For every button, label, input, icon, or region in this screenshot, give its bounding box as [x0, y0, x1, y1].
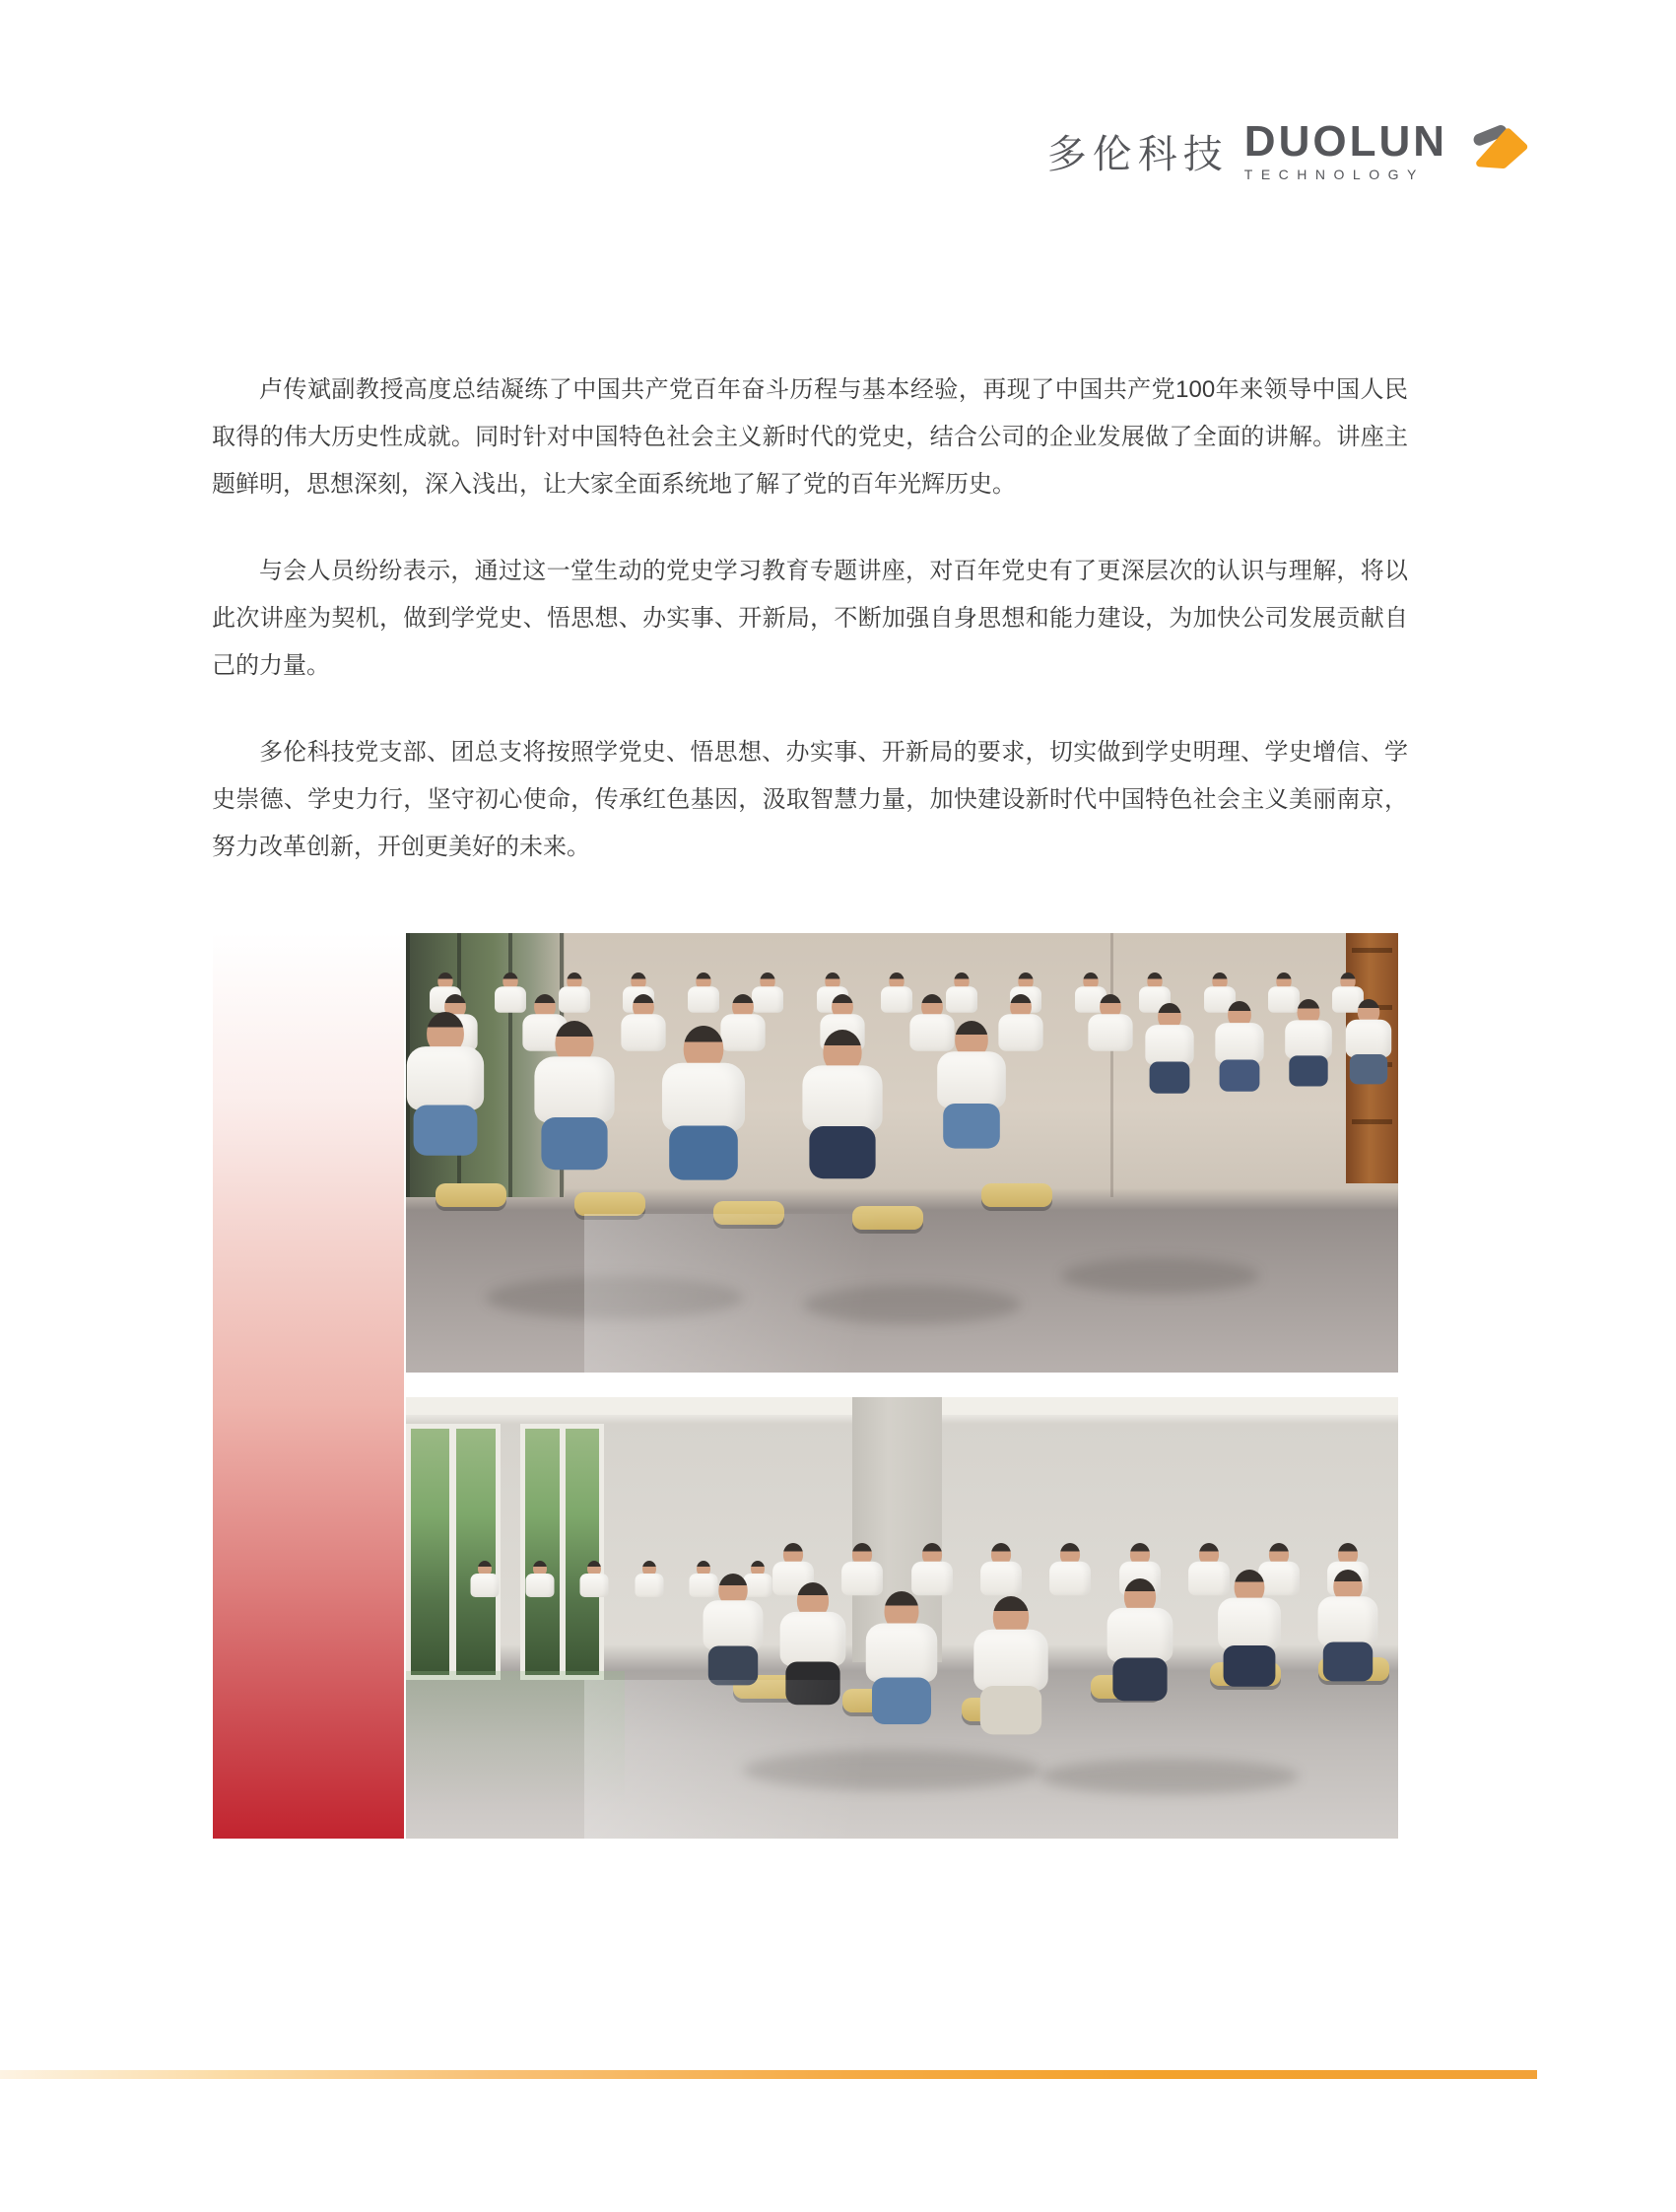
person-figure	[635, 1561, 664, 1616]
logo-english-block	[1243, 117, 1447, 182]
person-figure	[533, 1021, 616, 1175]
person-figure	[865, 1591, 939, 1729]
paragraph-2: 与会人员纷纷表示，通过这一堂生动的党史学习教育专题讲座，对百年党史有了更深层次的认识与理解，将以此次讲座为契机，做到学党史、悟思想、办实事、开新局，不断加强自身思想和能力建设，为加快公司发展贡献自己的力量。	[212, 558, 1408, 679]
chair-cushion	[713, 1201, 784, 1225]
person-figure	[1285, 999, 1333, 1090]
person-figure	[525, 1561, 555, 1616]
chair-cushion	[574, 1192, 645, 1216]
paragraph-3: 多伦科技党支部、团总支将按照学党史、悟思想、办实事、开新局的要求，切实做到学史明理、学史增信、学史崇德、学史力行，坚守初心使命，传承红色基因，汲取智慧力量，加快建设新时代中国特色社会主义美丽南京，努力改革创新，开创更美好的未来。	[212, 739, 1408, 860]
person-figure	[1345, 999, 1392, 1088]
person-figure	[972, 1596, 1049, 1740]
floor-reflection	[406, 1671, 625, 1839]
paragraph-1: 卢传斌副教授高度总结凝练了中国共产党百年奋斗历程与基本经验，再现了中国共产党100年来领导中国人民取得的伟大历史性成就。同时针对中国特色社会主义新时代的党史，结合公司的企业发展做了全面的讲解。讲座主题鲜明，思想深刻，深入浅出，让大家全面系统地了解了党的百年光辉历史。	[212, 376, 1408, 498]
meeting-photo-1	[406, 933, 1398, 1373]
photo-section	[213, 933, 1398, 1839]
logo-chinese-name: 多伦科技	[1046, 132, 1229, 176]
footer-accent-bar	[0, 2070, 1537, 2079]
person-figure	[406, 1012, 486, 1161]
logo-arrow-icon	[1463, 114, 1542, 187]
person-figure	[687, 972, 719, 1034]
person-figure	[579, 1561, 609, 1616]
floor-reflection	[486, 1276, 744, 1320]
chair-cushion	[852, 1206, 923, 1230]
chair-cushion	[436, 1183, 506, 1207]
person-figure	[660, 1026, 746, 1185]
window-icon	[406, 1424, 501, 1680]
company-logo	[1047, 114, 1542, 187]
meeting-photo-2	[406, 1397, 1398, 1839]
person-figure	[703, 1574, 765, 1690]
logo-english-name: DUOLUN	[1243, 117, 1447, 166]
person-figure	[1049, 1543, 1092, 1623]
floor-reflection	[1061, 1258, 1259, 1294]
person-figure	[1145, 1003, 1195, 1097]
chair-cushion	[981, 1183, 1052, 1207]
person-figure	[1214, 1001, 1264, 1095]
person-figure	[801, 1030, 884, 1184]
article-body	[212, 367, 1408, 910]
floor-reflection	[743, 1750, 1040, 1789]
person-figure	[778, 1582, 846, 1709]
person-figure	[1217, 1570, 1282, 1691]
floor-reflection	[803, 1285, 1022, 1324]
logo-subtitle: TECHNOLOGY	[1243, 167, 1425, 182]
person-figure	[1087, 994, 1133, 1080]
red-gradient-bar	[213, 933, 404, 1839]
window-icon	[520, 1424, 605, 1680]
floor-reflection	[1040, 1759, 1299, 1794]
person-figure	[1317, 1570, 1379, 1686]
person-figure	[1106, 1578, 1173, 1706]
person-figure	[470, 1561, 500, 1616]
person-figure	[936, 1021, 1007, 1153]
